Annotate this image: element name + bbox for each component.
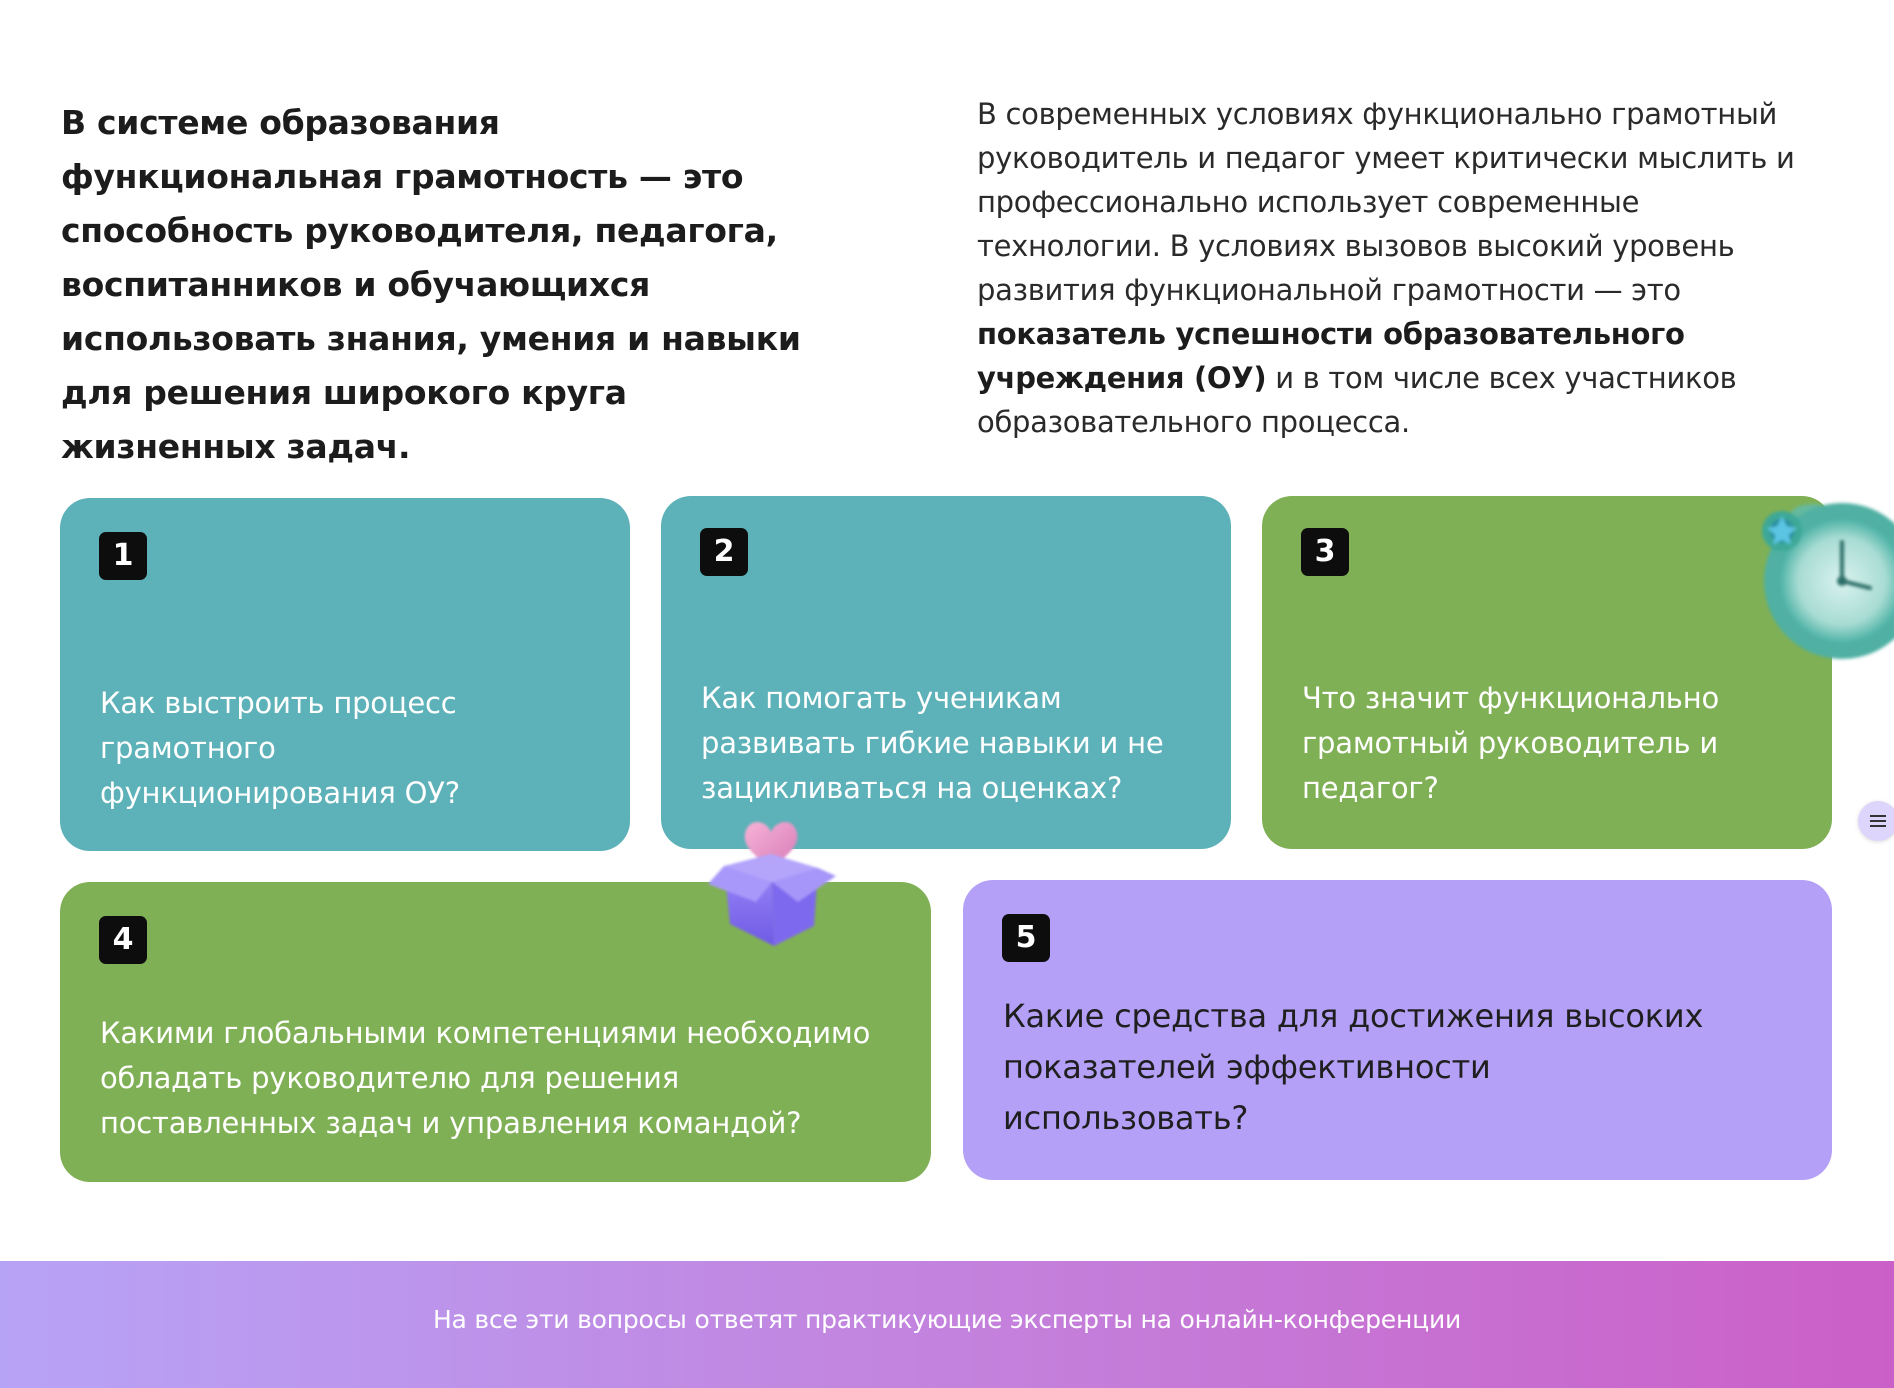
intro-right-part2: и в том числе всех участников образовательного процесса. — [977, 361, 1737, 439]
question-card-3 — [1262, 496, 1832, 849]
card-question: Как помогать ученикам развивать гибкие навыки и не зацикливаться на оценках? — [701, 681, 1164, 805]
card-question: Как выстроить процесс грамотного функционирования ОУ? — [100, 686, 460, 810]
card-number-badge: 4 — [99, 916, 147, 964]
card-number-badge: 5 — [1002, 914, 1050, 962]
question-card-2 — [661, 496, 1231, 849]
card-number-badge: 3 — [1301, 528, 1349, 576]
card-question: Какими глобальными компетенциями необходимо обладать руководителю для решения поставленных задач и управления командой? — [100, 1016, 871, 1140]
card-number-badge: 2 — [700, 528, 748, 576]
intro-right-text — [977, 92, 1797, 444]
question-card-5 — [963, 880, 1832, 1180]
list-menu-icon — [1870, 814, 1886, 828]
intro-right-highlight: показатель успешности образовательного учреждения (ОУ) — [977, 317, 1685, 395]
intro-left-text: В системе образования функциональная грамотность — это способность руководителя, педагога, воспитанников и обучающихся использовать знания, умения и навыки для решения широкого круга жизненных задач. — [61, 103, 801, 466]
card-question: Что значит функционально грамотный руководитель и педагог? — [1302, 681, 1720, 805]
intro-right-part1: В современных условиях функционально грамотный руководитель и педагог умеет критически мыслить и профессионально использует современные технологии. В условиях вызовов высокий уровень развития функциональной грамотности — это — [977, 97, 1795, 307]
card-question: Какие средства для достижения высоких показателей эффективности использовать? — [1003, 997, 1704, 1137]
menu-button[interactable] — [1858, 801, 1894, 841]
banner-text: На все эти вопросы ответят практикующие эксперты на онлайн-конференции — [432, 1305, 1462, 1334]
alarm-clock-icon — [1752, 476, 1894, 666]
conference-banner — [0, 1261, 1894, 1388]
card-number-badge: 1 — [99, 532, 147, 580]
gift-box-heart-icon — [696, 806, 846, 956]
question-card-1 — [60, 498, 630, 851]
